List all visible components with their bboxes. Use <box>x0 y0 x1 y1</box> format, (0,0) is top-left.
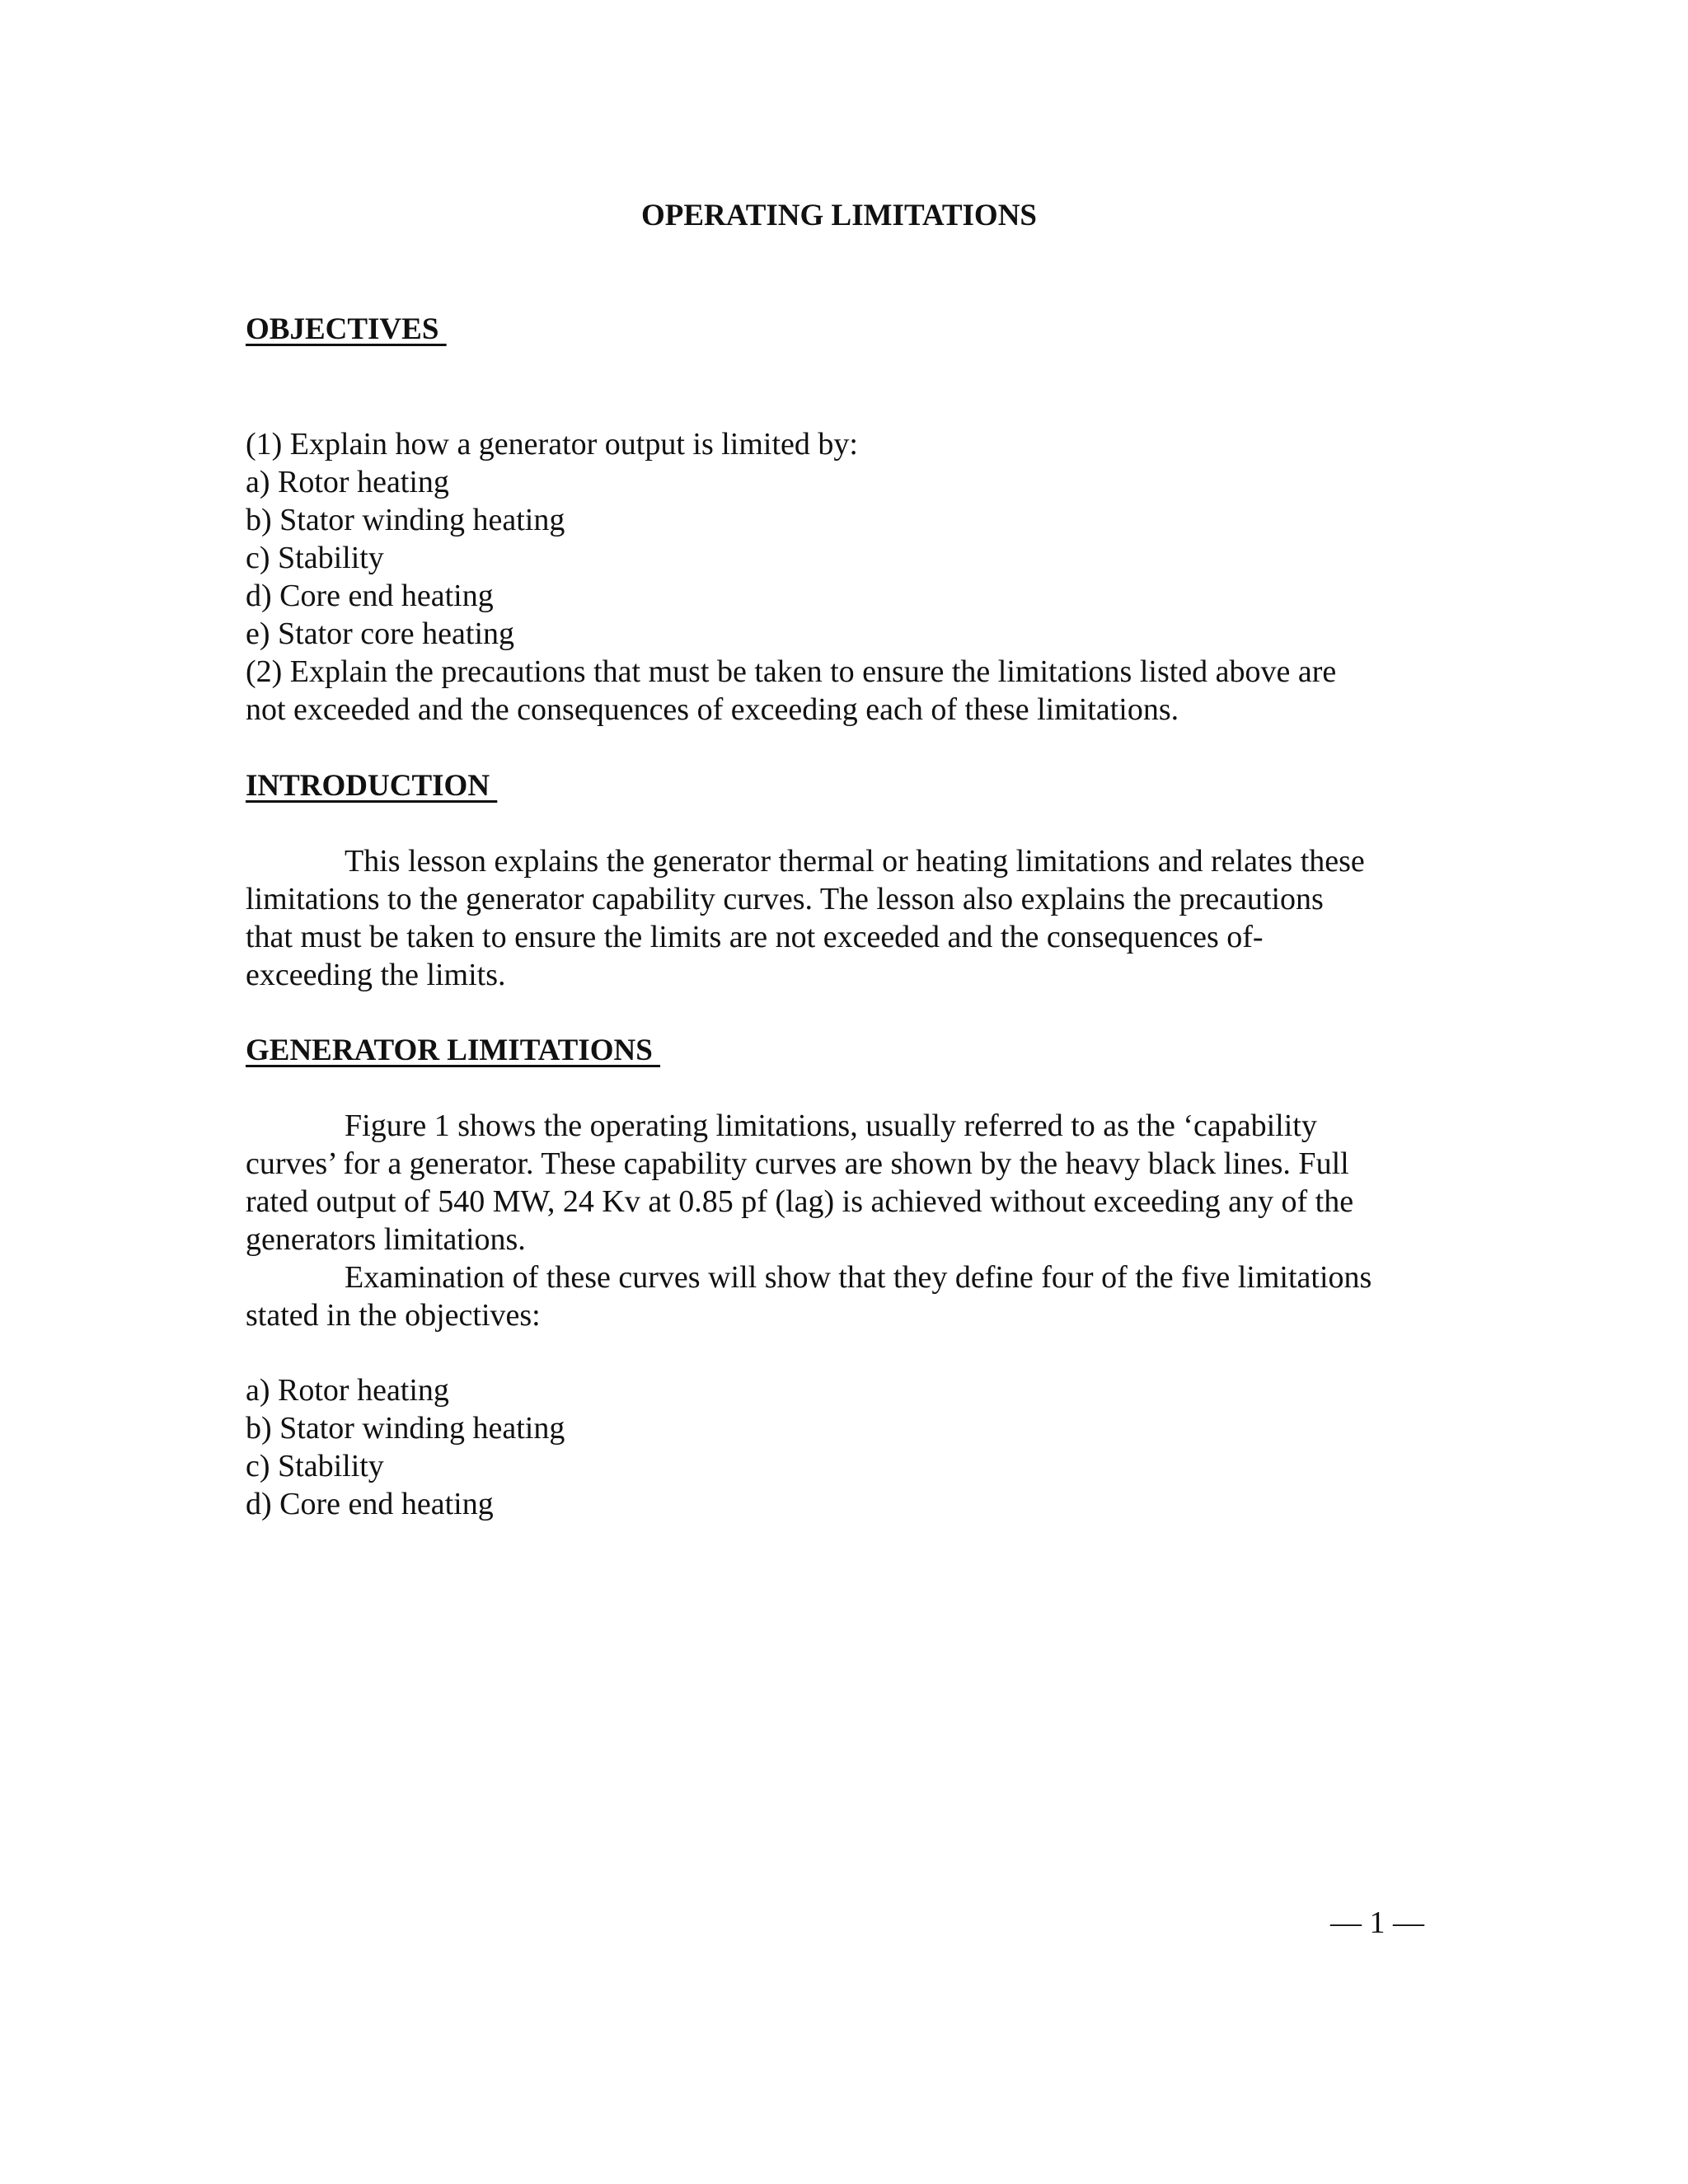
list-item: d) Core end heating <box>246 1487 494 1521</box>
paragraph-line: exceeding the limits. <box>246 958 506 992</box>
list-item: a) Rotor heating <box>246 1373 449 1408</box>
objective-subitem: a) Rotor heating <box>246 465 449 499</box>
document-page <box>246 0 1451 2184</box>
introduction-paragraph <box>246 842 1432 994</box>
paragraph-line: Examination of these curves will show that they define four of the five limitations <box>345 1260 1372 1295</box>
paragraph-line: that must be taken to ensure the limits are not exceeded and the consequences of- <box>246 920 1264 954</box>
objective-subitem: d) Core end heating <box>246 579 494 613</box>
list-item: b) Stator winding heating <box>246 1411 565 1446</box>
document-title: OPERATING LIMITATIONS <box>640 199 1038 232</box>
paragraph-line: generators limitations. <box>246 1222 526 1257</box>
paragraph-line: This lesson explains the generator thermal or heating limitations and relates these <box>345 844 1365 879</box>
objective-item: (1) Explain how a generator output is limited by: <box>246 427 858 462</box>
paragraph-line: curves’ for a generator. These capability curves are shown by the heavy black lines. Full <box>246 1146 1349 1181</box>
objective-subitem: c) Stability <box>246 541 384 575</box>
paragraph-line: Figure 1 shows the operating limitations, usually referred to as the ‘capability <box>345 1108 1317 1143</box>
limitations-list <box>246 1371 1432 1523</box>
objective-subitem: e) Stator core heating <box>246 616 515 651</box>
objective-subitem: b) Stator winding heating <box>246 503 565 537</box>
generator-limitations-heading: GENERATOR LIMITATIONS <box>246 1033 661 1067</box>
paragraph-line: limitations to the generator capability curves. The lesson also explains the precautions <box>246 882 1324 916</box>
objective-item: (2) Explain the precautions that must be taken to ensure the limitations listed above are <box>246 654 1337 689</box>
page-number: — 1 — <box>1330 1905 1424 1940</box>
introduction-heading: INTRODUCTION <box>246 769 498 803</box>
paragraph-line: stated in the objectives: <box>246 1298 541 1333</box>
list-item: c) Stability <box>246 1449 384 1483</box>
objective-item-continued: not exceeded and the consequences of exceeding each of these limitations. <box>246 692 1179 727</box>
generator-limitations-paragraph <box>246 1107 1432 1334</box>
objectives-heading: OBJECTIVES <box>246 312 447 346</box>
paragraph-line: rated output of 540 MW, 24 Kv at 0.85 pf (lag) is achieved without exceeding any of the <box>246 1184 1354 1219</box>
objectives-list <box>246 425 1432 729</box>
